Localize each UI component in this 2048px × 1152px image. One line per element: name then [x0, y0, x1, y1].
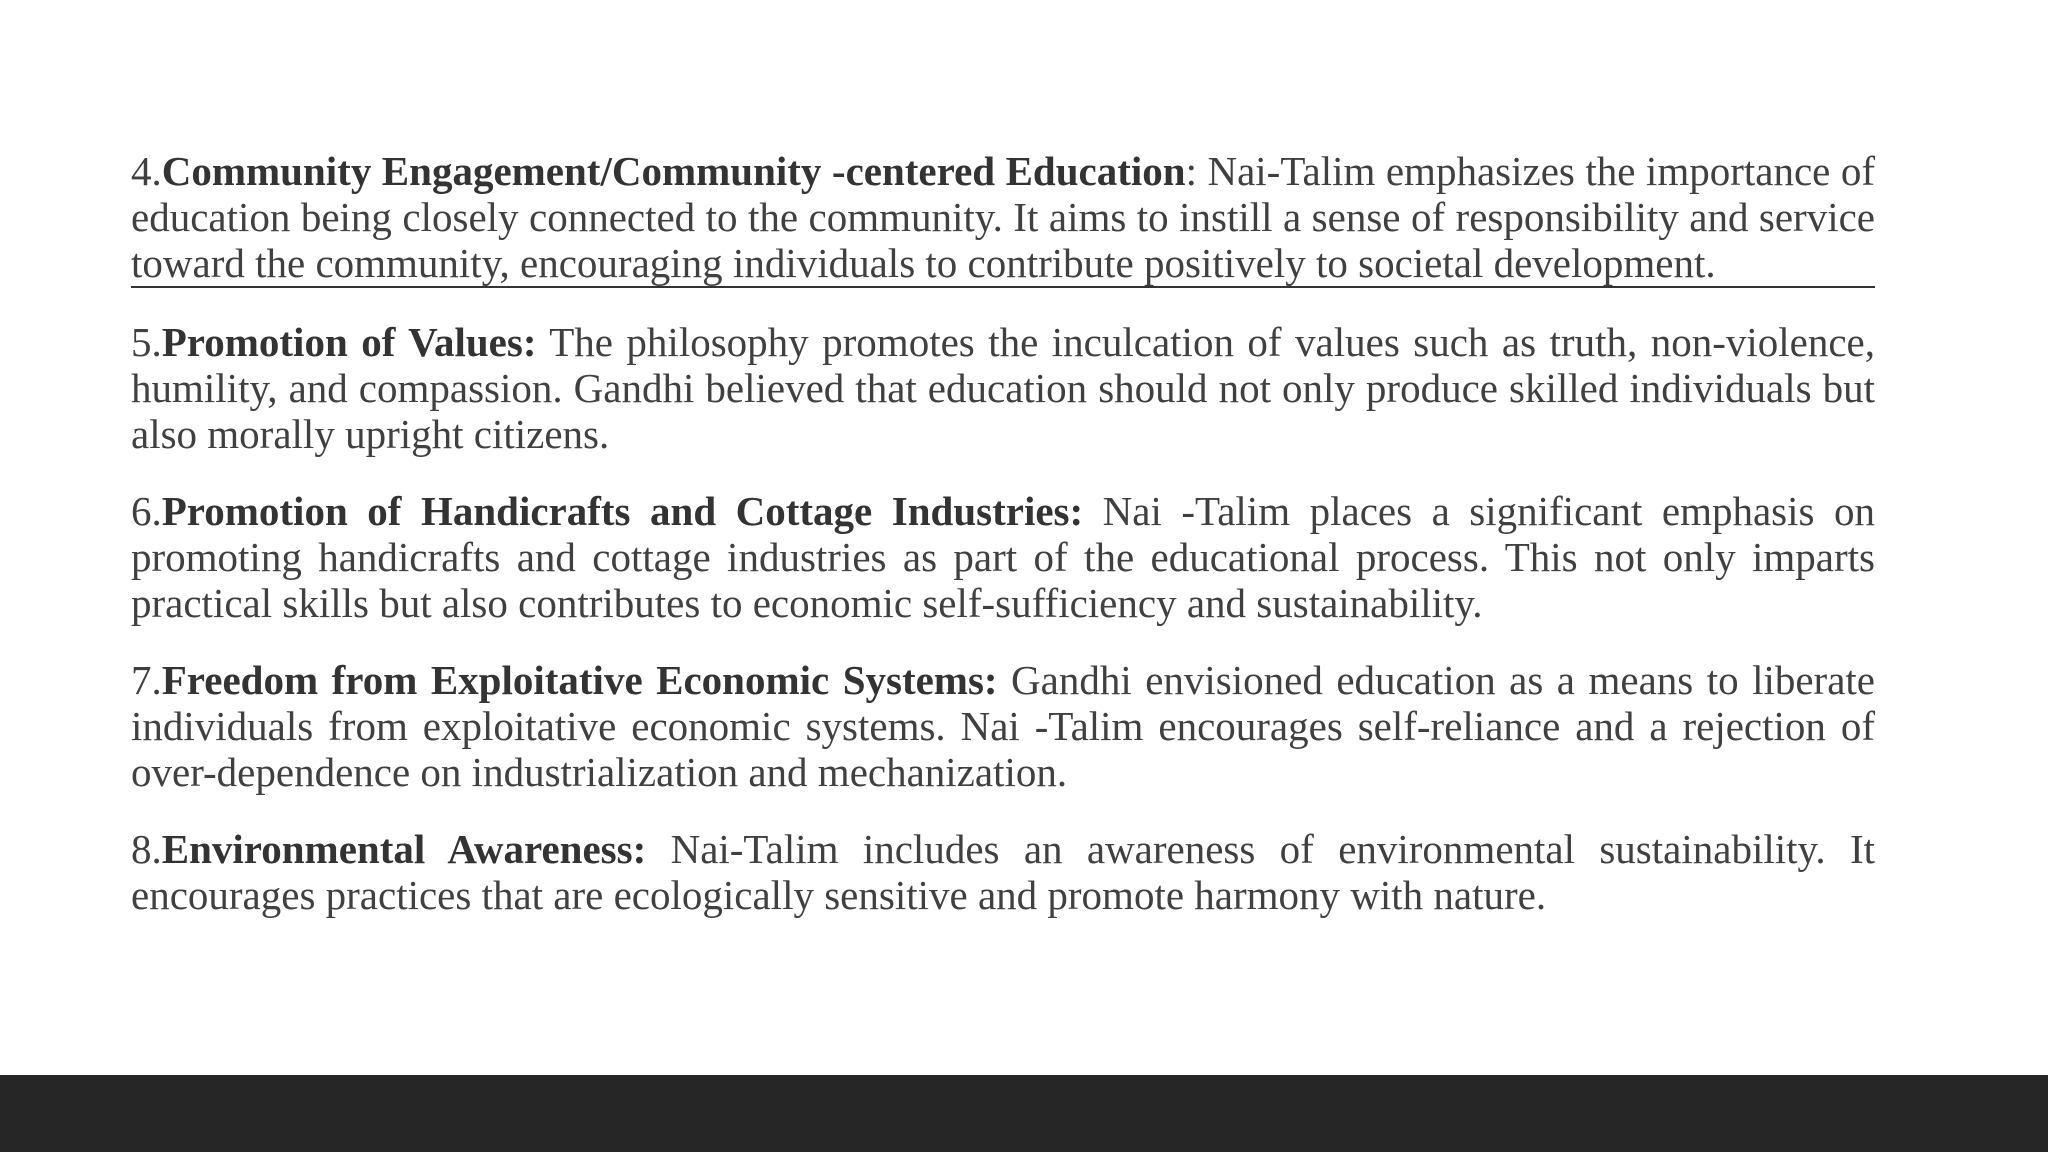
footer-bar: [0, 1075, 2048, 1152]
item-number: 4.: [131, 148, 162, 194]
list-item-environmental-awareness: [131, 826, 1875, 918]
item-heading: Environmental Awareness:: [161, 826, 647, 872]
item-text: Gandhi envisioned education as a means to liberate individuals from exploitative economic systems. Nai -Talim encourages self-reliance and a rejection of over-dependence on industrialization and mechanization.: [131, 657, 1875, 795]
item-text: Nai-Talim emphasizes the importance of education being closely connected to the community. It aims to instill a sense of responsibility and service toward the community, encouraging individuals to contribute positively to societal development.: [131, 148, 1875, 286]
item-number: 8.: [131, 826, 162, 872]
list-item-promotion-of-values: [131, 319, 1875, 457]
item-text: Nai -Talim places a significant emphasis on promoting handicrafts and cottage industries as part of the educational process. This not only imparts practical skills but also contributes to economic self-sufficiency and sustainability.: [131, 488, 1875, 626]
item-heading: Promotion of Values:: [161, 319, 537, 365]
item-heading: Promotion of Handicrafts and Cottage Industries:: [161, 488, 1084, 534]
item-number: 6.: [131, 488, 162, 534]
list-item-community-engagement: [131, 148, 1875, 288]
item-separator: :: [1185, 148, 1197, 194]
item-heading: Freedom from Exploitative Economic Systems:: [161, 657, 998, 703]
item-number: 7.: [131, 657, 162, 703]
list-item-handicrafts: [131, 488, 1875, 626]
list-item-freedom-economic: [131, 657, 1875, 795]
item-text: The philosophy promotes the inculcation of values such as truth, non-violence, humility, and compassion. Gandhi believed that education should not only produce skilled individuals but also morally upright citizens.: [131, 319, 1875, 457]
item-heading: Community Engagement/Community -centered Education: [161, 148, 1186, 194]
slide-content: [131, 148, 1875, 949]
item-number: 5.: [131, 319, 162, 365]
item-text: Nai-Talim includes an awareness of environmental sustainability. It encourages practices that are ecologically sensitive and promote harmony with nature.: [131, 826, 1875, 918]
